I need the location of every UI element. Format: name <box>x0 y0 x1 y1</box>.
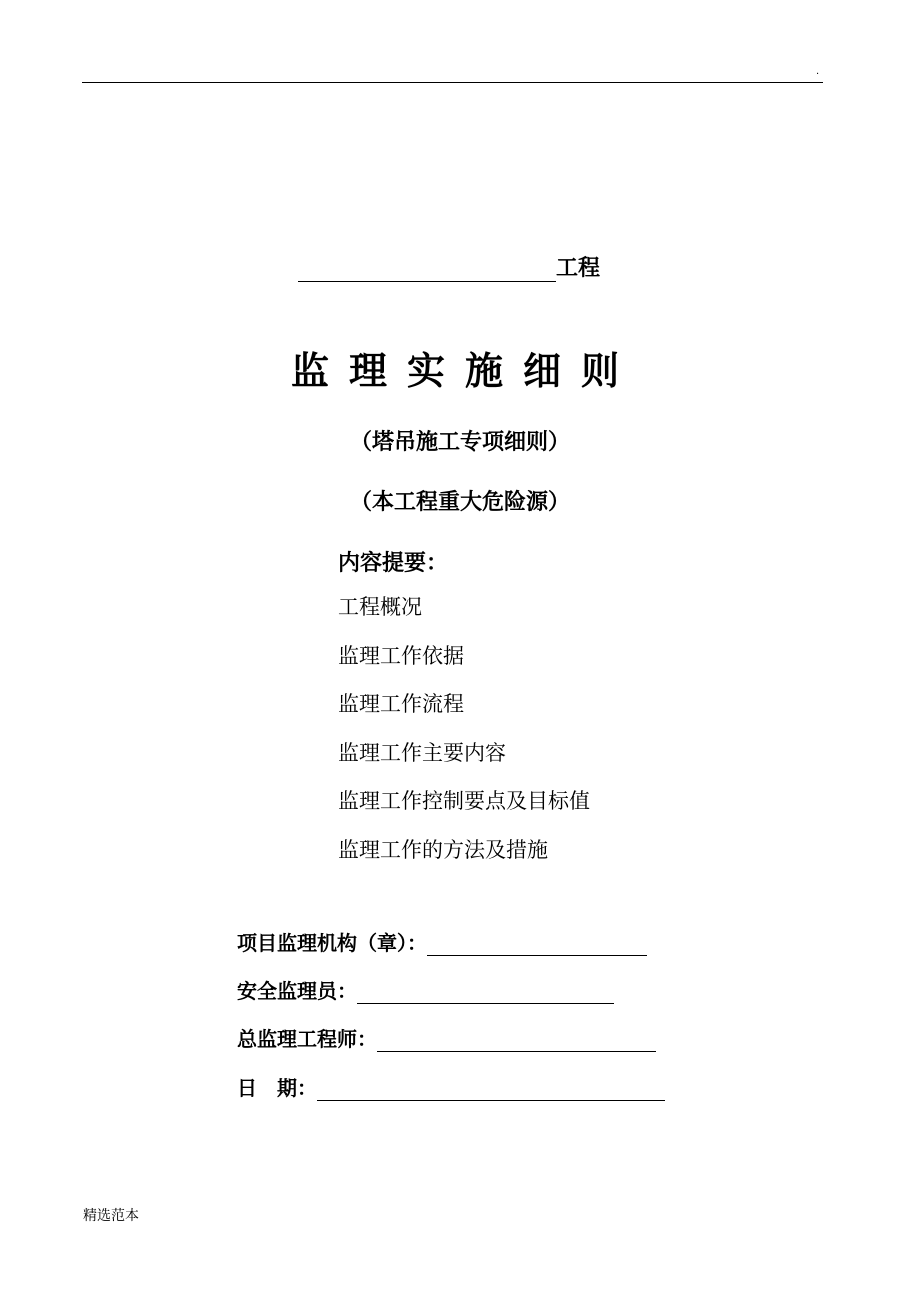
signature-label-chief-engineer: 总监理工程师： <box>237 1027 377 1051</box>
project-name-line <box>298 252 600 282</box>
subtitle-major-hazard: （本工程重大危险源） <box>349 490 570 515</box>
contents-item-basis: 监理工作依据 <box>338 643 464 668</box>
signature-label-safety-supervisor: 安全监理员： <box>237 979 357 1003</box>
signature-row-chief-engineer <box>237 1022 656 1052</box>
contents-item-control-points: 监理工作控制要点及目标值 <box>338 789 590 813</box>
signature-label-date: 日 期： <box>237 1076 317 1100</box>
subtitle-tower-crane: （塔吊施工专项细则） <box>349 430 570 455</box>
contents-item-main-content: 监理工作主要内容 <box>338 740 506 765</box>
contents-item-process: 监理工作流程 <box>338 692 464 716</box>
signature-blank-safety-supervisor[interactable] <box>357 979 614 1004</box>
header-rule <box>82 82 823 83</box>
footer-text: 精选范本 <box>83 1208 139 1224</box>
contents-list <box>338 592 590 883</box>
signature-row-date <box>237 1071 665 1101</box>
header-dot: . <box>816 66 820 77</box>
signature-blank-date[interactable] <box>317 1076 665 1101</box>
project-suffix: 工程 <box>556 256 601 281</box>
signature-blank-agency[interactable] <box>427 931 647 956</box>
signature-blank-chief-engineer[interactable] <box>377 1027 656 1052</box>
contents-item-methods: 监理工作的方法及措施 <box>338 837 548 862</box>
document-title: 监理实施细则 <box>290 349 639 393</box>
signature-row-agency <box>237 926 647 956</box>
contents-item-overview: 工程概况 <box>338 595 422 619</box>
signature-row-safety-supervisor <box>237 974 614 1004</box>
signature-label-agency: 项目监理机构（章）： <box>237 931 427 955</box>
project-name-blank[interactable] <box>298 255 556 282</box>
contents-heading: 内容提要： <box>338 551 449 576</box>
